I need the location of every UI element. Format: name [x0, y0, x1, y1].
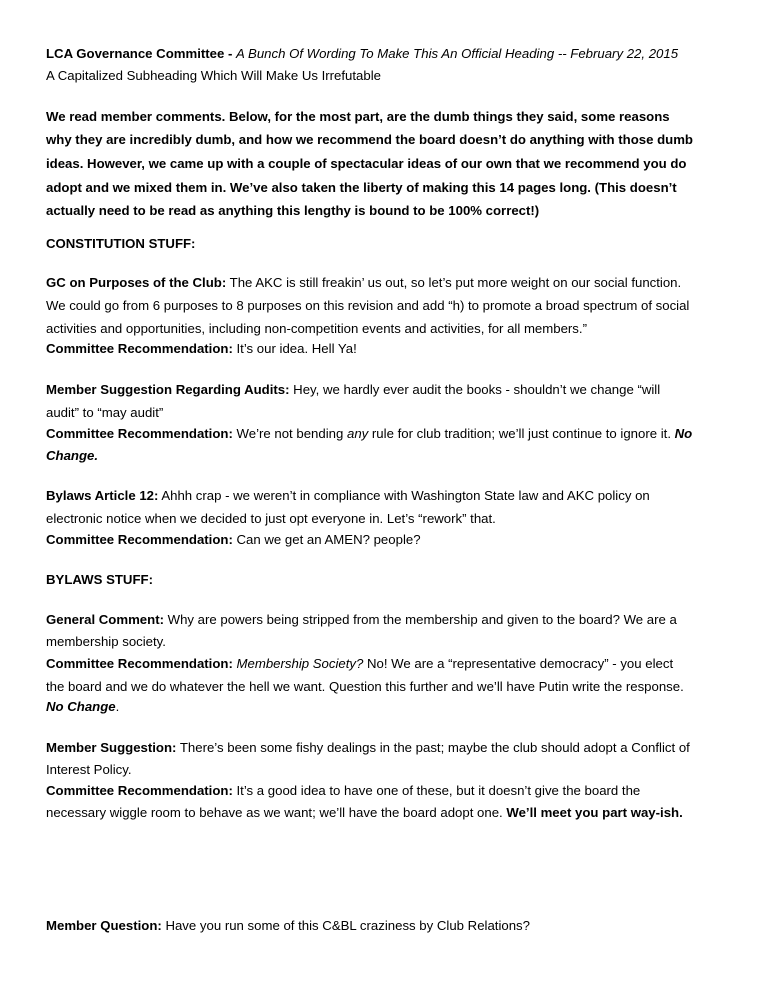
recommendation-text: rule for club tradition; we’ll just continue to ignore it.: [368, 426, 675, 441]
general-comment-text: Why are powers being stripped from the membership and given to the board? We are a: [163, 612, 677, 627]
recommendation-label: Committee Recommendation:: [46, 656, 233, 671]
no-change-label: No Change: [46, 699, 116, 714]
recommendation-text: Can we get an AMEN? people?: [232, 532, 421, 547]
intro-line: ideas. However, we came up with a couple of spectacular ideas of our own that we recommend you do: [46, 156, 687, 171]
intro-line: We read member comments. Below, for the most part, are the dumb things they said, some reasons: [46, 109, 670, 124]
audits-text: audit” to “may audit”: [46, 405, 164, 420]
conflict-text: [46, 805, 683, 821]
article12-label: Bylaws Article 12:: [46, 488, 159, 503]
audits-item: [46, 382, 660, 398]
recommendation-label: Committee Recommendation:: [46, 426, 233, 441]
period: .: [115, 699, 120, 714]
recommendation-label: Committee Recommendation:: [46, 532, 233, 547]
recommendation-text: It’s our idea. Hell Ya!: [232, 341, 357, 356]
article12-recommendation: [46, 532, 421, 548]
conflict-recommendation: [46, 783, 640, 799]
member-question-text: Have you run some of this C&BL craziness by Club Relations?: [161, 918, 530, 933]
purposes-text: The AKC is still freakin’ us out, so let’s put more weight on our social function.: [226, 275, 682, 290]
recommendation-emphasis: Membership Society?: [232, 656, 364, 671]
conflict-text: There’s been some fishy dealings in the past; maybe the club should adopt a Conflict of: [176, 740, 690, 755]
constitution-heading: CONSTITUTION STUFF:: [46, 236, 196, 251]
purposes-recommendation: [46, 341, 357, 357]
purposes-text: activities and opportunities, including non-competition events and activities, for all members.”: [46, 321, 587, 336]
audits-text: Hey, we hardly ever audit the books - shouldn’t we change “will: [289, 382, 661, 397]
article12-item: [46, 488, 650, 504]
audits-recommendation: [46, 426, 692, 442]
conflict-text: Interest Policy.: [46, 762, 132, 777]
general-comment-item: [46, 612, 677, 628]
audits-label: Member Suggestion Regarding Audits:: [46, 382, 290, 397]
recommendation-label: Committee Recommendation:: [46, 341, 233, 356]
conflict-item: [46, 740, 690, 756]
intro-line: actually need to be read as anything this lengthy is bound to be 100% correct!): [46, 203, 540, 218]
general-comment-text: membership society.: [46, 634, 166, 649]
intro-line: adopt and we mixed them in. We’ve also taken the liberty of making this 14 pages long. (This doesn’t: [46, 180, 677, 195]
recommendation-emphasis: any: [346, 426, 369, 441]
general-comment-label: General Comment:: [46, 612, 164, 627]
general-comment-text: the board and we do whatever the hell we want. Question this further and we’ll have Putin write the response.: [46, 679, 684, 694]
article12-text: Ahhh crap - we weren’t in compliance with Washington State law and AKC policy on: [158, 488, 650, 503]
purposes-label: GC on Purposes of the Club:: [46, 275, 227, 290]
subheading: A Capitalized Subheading Which Will Make Us Irrefutable: [46, 68, 381, 83]
recommendation-label: Committee Recommendation:: [46, 783, 233, 798]
meet-part-way-label: We’ll meet you part way-ish.: [506, 805, 683, 820]
member-question-label: Member Question:: [46, 918, 162, 933]
bylaws-heading: BYLAWS STUFF:: [46, 572, 153, 587]
no-change-label: Change.: [46, 448, 99, 463]
no-change-label: No: [674, 426, 693, 441]
committee-name: LCA Governance Committee -: [46, 46, 233, 61]
general-comment-recommendation: [46, 656, 673, 672]
official-heading: A Bunch Of Wording To Make This An Official Heading -- February 22, 2015: [236, 46, 679, 61]
intro-line: why they are incredibly dumb, and how we recommend the board doesn’t do anything with those dumb: [46, 132, 693, 147]
document-title: [46, 46, 678, 62]
purposes-item: [46, 275, 681, 291]
article12-text: electronic notice when we decided to just opt everyone in. Let’s “rework” that.: [46, 511, 496, 526]
member-question-item: [46, 918, 530, 934]
recommendation-text: No! We are a “representative democracy” - you elect: [363, 656, 674, 671]
conflict-text-part: necessary wiggle room to behave as we want; we’ll have the board adopt one.: [46, 805, 507, 820]
no-change-line: [46, 699, 119, 715]
recommendation-text: It’s a good idea to have one of these, but it doesn’t give the board the: [232, 783, 641, 798]
conflict-label: Member Suggestion:: [46, 740, 177, 755]
recommendation-text: We’re not bending: [232, 426, 347, 441]
purposes-text: We could go from 6 purposes to 8 purposes on this revision and add “h) to promote a broad spectrum of social: [46, 298, 690, 313]
